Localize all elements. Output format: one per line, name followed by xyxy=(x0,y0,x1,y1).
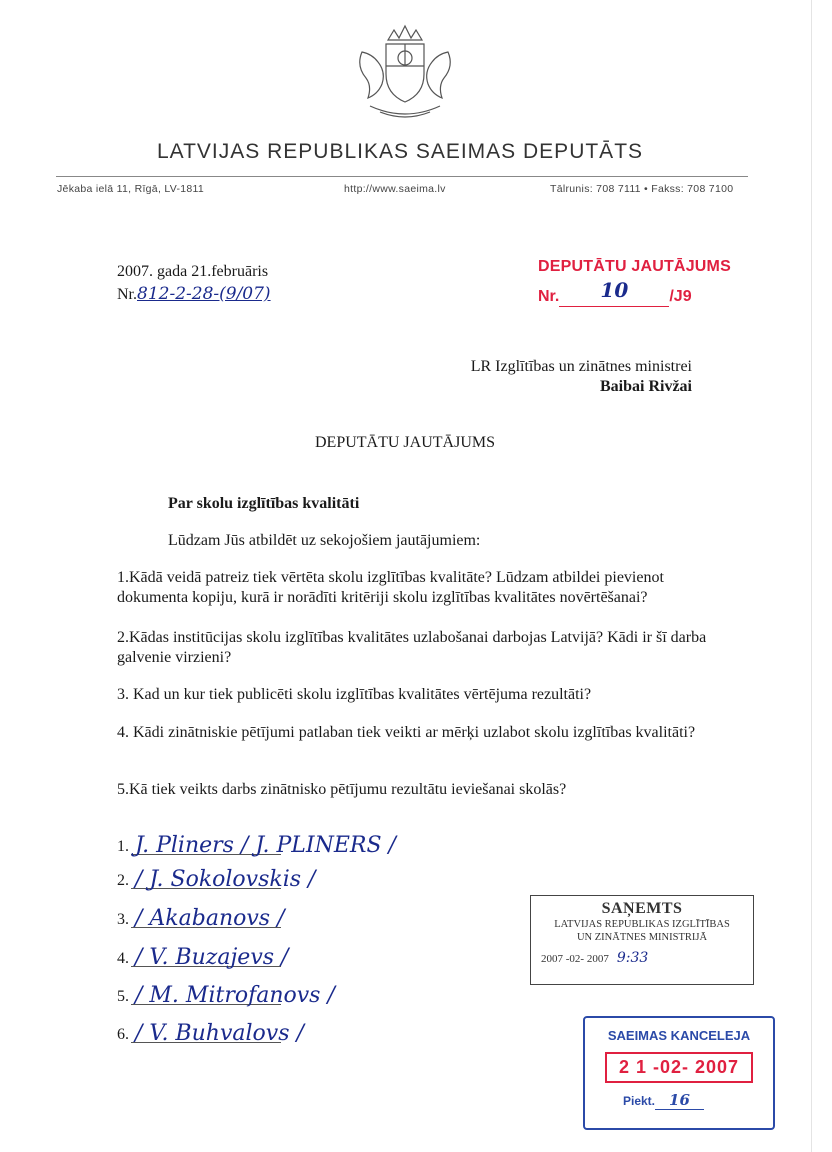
deputy-question-stamp xyxy=(538,258,731,307)
letterhead-website: http://www.saeima.lv xyxy=(344,183,446,195)
kanceleja-reg-label: Piekt. xyxy=(623,1094,656,1108)
registration-prefix: Nr. xyxy=(117,286,137,303)
signature-handwritten: / V. Buzajevs / xyxy=(135,945,289,970)
letterhead-rule xyxy=(56,176,748,177)
letterhead-title: LATVIJAS REPUBLIKAS SAEIMAS DEPUTĀTS xyxy=(156,140,644,163)
signature-row-4 xyxy=(117,938,477,972)
letterhead-address: Jēkaba ielā 11, Rīgā, LV-1811 xyxy=(57,183,205,195)
document-date: 2007. gada 21.februāris xyxy=(117,263,269,280)
registration-handwritten: 812-2-28-(9/07) xyxy=(137,284,271,304)
question-3: 3. Kad un kur tiek publicēti skolu izglītības kvalitātes vērtējuma rezultāti? xyxy=(117,686,592,703)
kanceleja-stamp-title: SAEIMAS KANCELEJA xyxy=(607,1028,751,1043)
signature-number: 6. xyxy=(117,1026,129,1043)
received-stamp-date-row xyxy=(531,950,753,966)
signature-number: 3. xyxy=(117,911,129,928)
question-1: 1.Kādā veidā patreiz tiek vērtēta skolu izglītības kvalitāte? Lūdzam atbildei pievienot dokumenta kopiju, kurā ir norādīti kritēriji skolu izglītības kvalitātes novērtēšanai? xyxy=(117,569,664,606)
signature-number: 1. xyxy=(117,838,129,855)
coat-of-arms-icon xyxy=(340,22,470,124)
received-stamp-time: 9:33 xyxy=(616,950,649,966)
signature-handwritten: / Akabanovs / xyxy=(135,906,285,931)
received-stamp-line2: UN ZINĀTNES MINISTRIJĀ xyxy=(576,932,708,943)
page-edge xyxy=(811,0,812,1152)
signature-number: 5. xyxy=(117,988,129,1005)
stamp-nr-suffix: /J9 xyxy=(669,288,692,305)
document-title: DEPUTĀTU JAUTĀJUMS xyxy=(314,434,495,451)
received-stamp xyxy=(530,895,754,985)
addressee-line1: LR Izglītības un zinātnes ministrei xyxy=(470,358,692,375)
stamp-nr-label: Nr. xyxy=(538,288,560,305)
letterhead-phone: Tālrunis: 708 7111 • Fakss: 708 7100 xyxy=(550,183,734,195)
received-stamp-title: SAŅEMTS xyxy=(601,900,683,917)
received-stamp-date: 2007 -02- 2007 xyxy=(541,953,609,965)
signature-number: 2. xyxy=(117,872,129,889)
signature-row-1 xyxy=(117,826,477,860)
kanceleja-stamp xyxy=(583,1016,775,1130)
stamp-number xyxy=(538,278,731,307)
signature-row-2 xyxy=(117,860,477,894)
stamp-title: DEPUTĀTU JAUTĀJUMS xyxy=(538,258,731,275)
kanceleja-reg-value: 16 xyxy=(655,1091,704,1110)
document-subject: Par skolu izglītības kvalitāti xyxy=(168,495,360,512)
kanceleja-stamp-reg xyxy=(585,1091,773,1109)
signature-handwritten: / V. Buhvalovs / xyxy=(135,1021,304,1046)
signature-handwritten: / M. Mitrofanovs / xyxy=(135,983,335,1008)
received-stamp-line1: LATVIJAS REPUBLIKAS IZGLĪTĪBAS xyxy=(554,919,730,930)
document-intro: Lūdzam Jūs atbildēt uz sekojošiem jautājumiem: xyxy=(168,532,481,549)
stamp-nr-value: 10 xyxy=(600,278,629,302)
signature-row-6 xyxy=(117,1014,477,1048)
signature-row-5 xyxy=(117,976,477,1010)
question-4: 4. Kādi zinātniskie pētījumi patlaban tiek veikti ar mērķi uzlabot skolu izglītības kvalitāti? xyxy=(117,724,696,741)
signature-handwritten: J. Pliners / J. PLINERS / xyxy=(135,833,396,858)
question-5: 5.Kā tiek veikts darbs zinātnisko pētījumu rezultātu ieviešanai skolās? xyxy=(117,781,567,798)
kanceleja-stamp-date: 2 1 -02- 2007 xyxy=(605,1052,753,1083)
signature-handwritten: / J. Sokolovskis / xyxy=(135,867,316,892)
signature-row-3 xyxy=(117,899,477,933)
signature-number: 4. xyxy=(117,950,129,967)
registration-number xyxy=(117,284,271,304)
addressee-line2: Baibai Rivžai xyxy=(599,378,692,395)
question-2: 2.Kādas institūcijas skolu izglītības kvalitātes uzlabošanai darbojas Latvijā? Kādi ir šī darba galvenie virzieni? xyxy=(117,629,707,666)
